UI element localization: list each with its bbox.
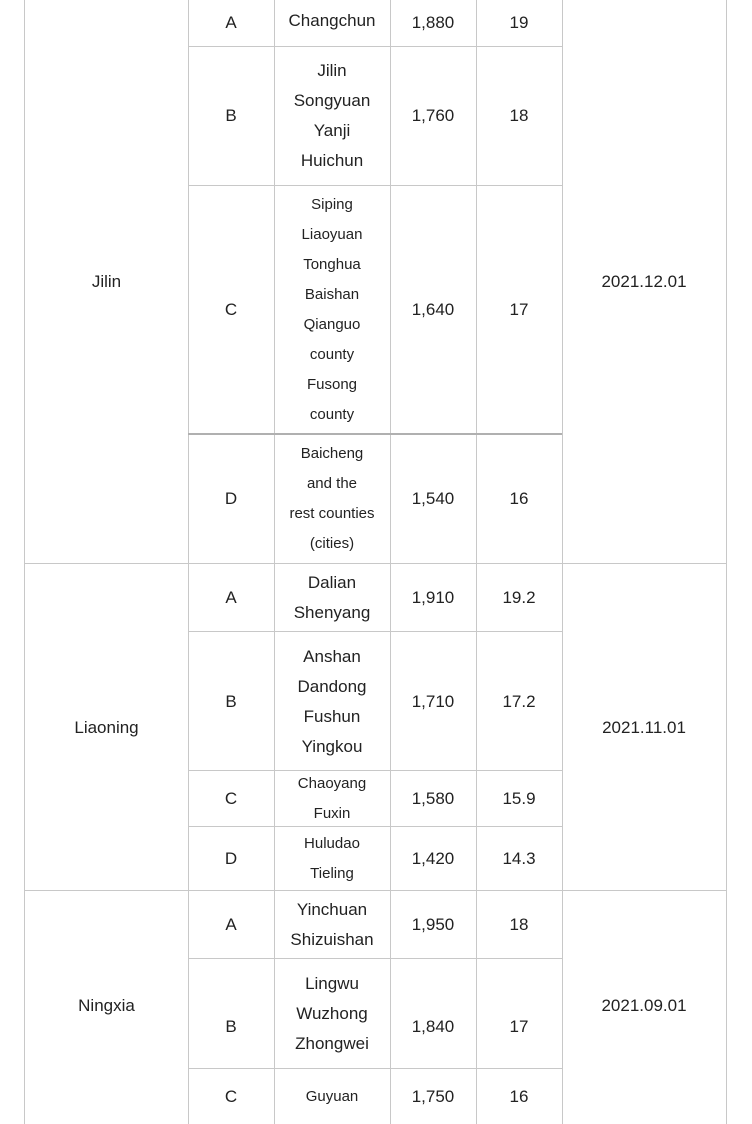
monthly-wage-cell: [390, 771, 476, 827]
level-cell: [188, 434, 274, 564]
city-name: Wuzhong: [296, 1004, 368, 1023]
effective-date: 2021.09.01: [601, 996, 687, 1015]
monthly-wage: 1,880: [411, 13, 455, 32]
level-label: B: [225, 691, 237, 711]
level-cell: [188, 891, 274, 959]
hourly-wage-cell: [476, 0, 562, 46]
level-cell: [188, 959, 274, 1069]
city-name: Siping: [311, 196, 353, 213]
date-cell: [562, 0, 726, 564]
cities-cell: [274, 891, 390, 959]
level-cell: [188, 564, 274, 632]
monthly-wage: 1,910: [411, 588, 455, 607]
city-name: rest counties: [289, 505, 375, 522]
level-cell: [188, 827, 274, 891]
row-divider: [24, 563, 727, 564]
level-label: C: [224, 1086, 238, 1106]
monthly-wage-cell: [390, 632, 476, 771]
city-name: Yingkou: [301, 736, 363, 756]
cities-cell: [274, 46, 390, 186]
monthly-wage-cell: [390, 959, 476, 1069]
city-name: and the: [306, 475, 358, 492]
city-name: Fuxin: [313, 805, 351, 822]
city-name: Liaoyuan: [301, 226, 363, 243]
level-label: C: [224, 300, 238, 319]
hourly-wage-cell: [476, 959, 562, 1069]
level-label: C: [224, 789, 238, 808]
city-name: Shizuishan: [290, 930, 374, 949]
cities-cell: [274, 0, 390, 46]
monthly-wage: 1,540: [411, 489, 455, 508]
city-name: Dandong: [297, 676, 367, 696]
level-cell: [188, 632, 274, 771]
city-name: Qianguo: [303, 316, 361, 333]
column-divider: [188, 0, 189, 1124]
row-divider: [188, 433, 562, 435]
city-name: county: [309, 346, 355, 363]
city-name: Yinchuan: [296, 900, 368, 919]
row-divider: [188, 958, 562, 959]
effective-date: 2021.11.01: [602, 717, 686, 737]
column-divider: [390, 0, 391, 1124]
city-name: Anshan: [303, 646, 361, 666]
hourly-wage: 18: [509, 915, 529, 934]
cities-cell: [274, 186, 390, 434]
level-label: A: [225, 915, 237, 934]
hourly-wage: 17.2: [502, 691, 536, 711]
city-name: (cities): [309, 535, 355, 552]
level-cell: [188, 771, 274, 827]
monthly-wage: 1,950: [411, 915, 455, 934]
province-cell: [25, 891, 188, 1121]
monthly-wage: 1,760: [411, 106, 455, 125]
row-divider: [188, 1068, 562, 1069]
city-name: Dalian: [307, 573, 357, 592]
level-cell: [188, 0, 274, 46]
date-cell: [562, 564, 726, 891]
hourly-wage-cell: [476, 891, 562, 959]
monthly-wage: 1,580: [411, 789, 455, 808]
row-divider: [24, 890, 727, 891]
province-name: Ningxia: [78, 996, 135, 1015]
hourly-wage: 19: [509, 13, 529, 32]
cities-cell: [274, 771, 390, 827]
monthly-wage: 1,640: [411, 300, 455, 319]
city-name: Fusong: [306, 376, 358, 393]
monthly-wage-cell: [390, 564, 476, 632]
hourly-wage-cell: [476, 1069, 562, 1124]
city-name: Lingwu: [305, 974, 359, 993]
cities-cell: [274, 564, 390, 632]
row-divider: [188, 826, 562, 827]
row-divider: [188, 185, 562, 186]
level-label: A: [225, 588, 237, 607]
city-name: Zhongwei: [295, 1034, 369, 1053]
hourly-wage-cell: [476, 434, 562, 564]
monthly-wage-cell: [390, 1069, 476, 1124]
hourly-wage-cell: [476, 46, 562, 186]
monthly-wage: 1,710: [411, 691, 455, 711]
city-name: Fushun: [303, 706, 361, 726]
column-divider: [274, 0, 275, 1124]
date-cell: [562, 891, 726, 1121]
hourly-wage: 16: [509, 1086, 529, 1106]
monthly-wage-cell: [390, 46, 476, 186]
monthly-wage-cell: [390, 0, 476, 46]
province-cell: [25, 0, 188, 564]
city-name: Songyuan: [293, 91, 371, 110]
monthly-wage: 1,420: [411, 849, 455, 868]
hourly-wage: 18: [509, 106, 529, 125]
cities-cell: [274, 959, 390, 1069]
level-label: D: [224, 489, 238, 508]
hourly-wage-cell: [476, 564, 562, 632]
city-name: Yanji: [313, 121, 351, 140]
level-cell: [188, 46, 274, 186]
hourly-wage-cell: [476, 632, 562, 771]
level-label: A: [225, 13, 237, 32]
monthly-wage-cell: [390, 891, 476, 959]
row-divider: [188, 46, 562, 47]
level-label: B: [225, 106, 237, 125]
city-name: county: [309, 406, 355, 423]
province-cell: [25, 564, 188, 891]
column-divider: [726, 0, 727, 1124]
monthly-wage-cell: [390, 434, 476, 564]
hourly-wage-cell: [476, 771, 562, 827]
city-name: Tieling: [310, 865, 354, 882]
monthly-wage: 1,840: [411, 1017, 455, 1036]
hourly-wage: 14.3: [502, 849, 536, 868]
column-divider: [476, 0, 477, 1124]
hourly-wage: 19.2: [502, 588, 536, 607]
column-divider: [562, 0, 563, 1124]
row-divider: [188, 631, 562, 632]
level-label: D: [224, 849, 238, 868]
hourly-wage: 17: [509, 1017, 529, 1036]
city-name: Changchun: [288, 11, 376, 30]
hourly-wage-cell: [476, 827, 562, 891]
monthly-wage-cell: [390, 827, 476, 891]
cities-cell: [274, 632, 390, 771]
province-name: Liaoning: [74, 717, 139, 737]
cities-cell: [274, 434, 390, 564]
city-name: Guyuan: [305, 1087, 359, 1105]
cities-cell: [274, 827, 390, 891]
cities-cell: [274, 1069, 390, 1124]
city-name: Shenyang: [293, 603, 371, 622]
row-divider: [188, 770, 562, 771]
hourly-wage: 17: [509, 300, 529, 319]
city-name: Baicheng: [300, 445, 364, 462]
level-cell: [188, 1069, 274, 1124]
city-name: Huludao: [304, 835, 360, 852]
hourly-wage: 15.9: [502, 789, 536, 808]
city-name: Baishan: [304, 286, 360, 303]
city-name: Jilin: [317, 61, 347, 80]
hourly-wage: 16: [509, 489, 529, 508]
province-name: Jilin: [91, 272, 122, 291]
monthly-wage: 1,750: [411, 1086, 455, 1106]
city-name: Huichun: [300, 151, 364, 170]
column-divider: [24, 0, 25, 1124]
city-name: Chaoyang: [297, 775, 367, 792]
monthly-wage-cell: [390, 186, 476, 434]
level-label: B: [225, 1017, 237, 1036]
effective-date: 2021.12.01: [601, 272, 687, 291]
hourly-wage-cell: [476, 186, 562, 434]
city-name: Tonghua: [303, 256, 361, 273]
level-cell: [188, 186, 274, 434]
